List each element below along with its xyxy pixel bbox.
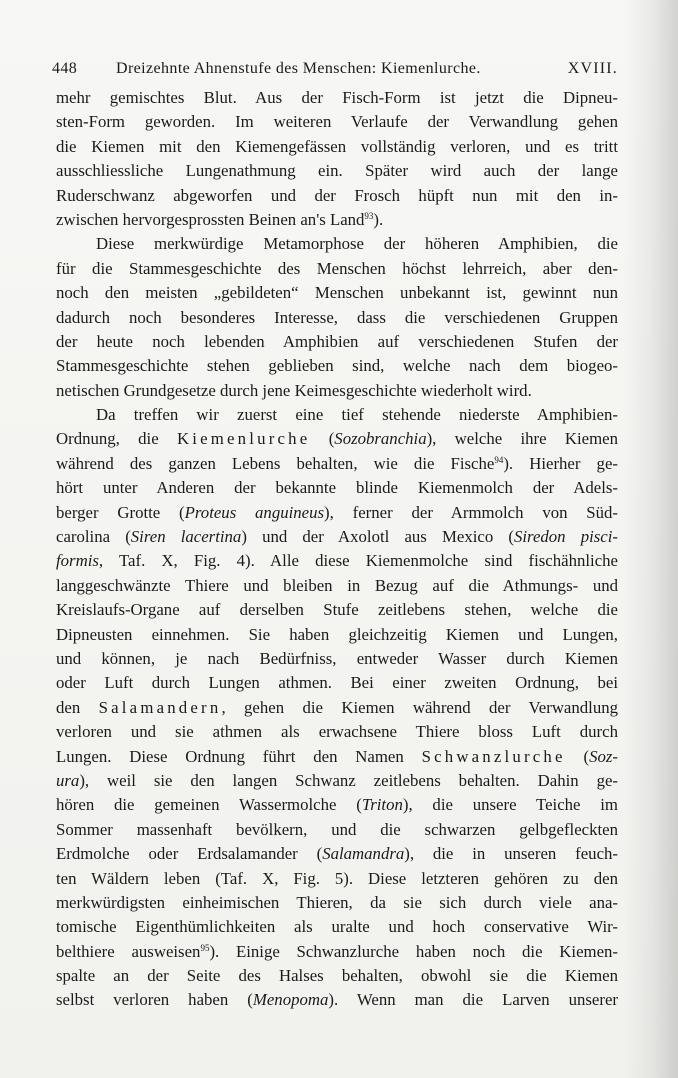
text-segment: belthiere ausweisen bbox=[56, 941, 201, 961]
running-header bbox=[52, 60, 618, 82]
taxon-name: Sozobranchia bbox=[334, 429, 427, 449]
taxon-name: Siredon pisci- bbox=[513, 527, 618, 547]
text-line bbox=[56, 988, 618, 1012]
text-line bbox=[56, 501, 618, 525]
taxon-name: Proteus anguineus bbox=[184, 502, 325, 522]
text-line bbox=[56, 769, 618, 793]
text-segment: , Taf. X, Fig. 4). Alle diese Kiemenmolche sind fischähnliche bbox=[98, 551, 618, 571]
text-line: Kreislaufs-Organe auf derselben Stufe zeitlebens stehen, welche die bbox=[56, 600, 618, 620]
spaced-term: Salamandern bbox=[98, 697, 222, 717]
text-line: für die Stammesgeschichte des Menschen höchst lehrreich, aber den- bbox=[56, 258, 618, 278]
text-segment: berger Grotte ( bbox=[56, 502, 185, 522]
text-line: Stammesgeschichte stehen geblieben sind, welche nach dem biogeo- bbox=[56, 356, 618, 376]
text-segment: während des ganzen Lebens behalten, wie die Fische bbox=[56, 453, 495, 473]
taxon-name: Soz- bbox=[589, 746, 618, 766]
text-line bbox=[56, 940, 618, 964]
text-line: verloren und sie athmen als erwachsene Thiere bloss Luft durch bbox=[56, 722, 618, 742]
text-line: tomische Eigenthümlichkeiten als uralte und hoch conservative Wir- bbox=[56, 917, 618, 937]
footnote-ref: 94 bbox=[494, 454, 504, 465]
text-segment: , gehen die Kiemen während der Verwandlung bbox=[221, 697, 618, 717]
spaced-term: Schwanzlurche bbox=[421, 746, 566, 766]
text-line: netischen Grundgesetze durch jene Keimesgeschichte wiederholt wird. bbox=[56, 380, 532, 400]
text-segment: ), ferner der Armmolch von Süd- bbox=[324, 502, 618, 522]
paragraph bbox=[56, 232, 618, 403]
text-line: ten Wäldern leben (Taf. X, Fig. 5). Diese letzteren gehören zu den bbox=[56, 868, 618, 888]
text-line: Diese merkwürdige Metamorphose der höheren Amphibien, die bbox=[96, 234, 618, 254]
text-line: merkwürdigsten einheimischen Thieren, da sie sich durch viele ana- bbox=[56, 892, 618, 912]
text-line: Dipneusten einnehmen. Sie haben gleichzeitig Kiemen und Lungen, bbox=[56, 624, 618, 644]
text-segment: Ordnung, die bbox=[56, 429, 177, 449]
text-line: die Kiemen mit den Kiemengefässen vollständig verloren, und es tritt bbox=[56, 136, 618, 156]
text-line bbox=[56, 793, 618, 817]
text-segment: ( bbox=[310, 429, 335, 449]
text-line bbox=[56, 452, 618, 476]
running-title: Dreizehnte Ahnenstufe des Menschen: Kiemenlurche. bbox=[116, 60, 481, 77]
footnote-ref: 95 bbox=[200, 942, 210, 953]
text-segment: ). Wenn man die Larven unserer bbox=[328, 990, 618, 1010]
paragraph bbox=[56, 86, 618, 232]
text-line: der heute noch lebenden Amphibien auf verschiedenen Stufen der bbox=[56, 331, 618, 351]
text-segment: den bbox=[56, 697, 99, 717]
body-text bbox=[56, 86, 618, 1013]
text-line bbox=[56, 525, 618, 549]
text-line: mehr gemischtes Blut. Aus der Fisch-Form ist jetzt die Dipneu- bbox=[56, 88, 618, 107]
taxon-name: Menopoma bbox=[252, 990, 329, 1010]
text-line: oder Luft durch Lungen athmen. Bei einer zweiten Ordnung, bei bbox=[56, 673, 618, 693]
text-line bbox=[56, 549, 618, 573]
text-segment: ), die in unseren feuch- bbox=[404, 844, 618, 864]
text-segment: ) und der Axolotl aus Mexico ( bbox=[241, 527, 514, 547]
text-line: und können, je nach Bedürfniss, entweder Wasser durch Kiemen bbox=[56, 648, 618, 668]
text-segment: ), die unsere Teiche im bbox=[402, 795, 618, 815]
text-line bbox=[56, 842, 618, 866]
text-line: langgeschwänzte Thiere und bleiben in Bezug auf die Athmungs- und bbox=[56, 575, 618, 595]
text-segment: carolina ( bbox=[56, 527, 131, 547]
text-segment: hören die gemeinen Wassermolche ( bbox=[56, 795, 362, 815]
text-line: Sommer massenhaft bevölkern, und die schwarzen gelbgefleckten bbox=[56, 819, 618, 839]
taxon-name: Salamandra bbox=[322, 844, 405, 864]
text-segment: ( bbox=[565, 746, 590, 766]
spaced-term: Kiemenlurche bbox=[176, 429, 311, 449]
taxon-name: ura bbox=[56, 770, 80, 790]
text-segment: selbst verloren haben ( bbox=[56, 990, 253, 1010]
chapter-numeral: XVIII. bbox=[567, 60, 618, 77]
page-number: 448 bbox=[52, 60, 78, 77]
text-segment: zwischen hervorgesprossten Beinen an's Land bbox=[56, 209, 365, 229]
text-segment: ). Einige Schwanzlurche haben noch die Kiemen- bbox=[209, 941, 618, 961]
text-segment: ), welche ihre Kiemen bbox=[426, 429, 618, 449]
text-segment: ). bbox=[373, 209, 384, 229]
text-line bbox=[56, 427, 618, 451]
taxon-name: Siren lacertina bbox=[130, 527, 242, 547]
footnote-ref: 93 bbox=[364, 210, 374, 221]
text-segment: ), weil sie den langen Schwanz zeitlebens behalten. Dahin ge- bbox=[79, 770, 618, 790]
text-line: spalte an der Seite des Halses behalten, obwohl sie die Kiemen bbox=[56, 966, 618, 986]
text-line: Ruderschwanz abgeworfen und der Frosch hüpft nun mit den in- bbox=[56, 185, 618, 205]
text-line: ausschliessliche Lungenathmung ein. Später wird auch der lange bbox=[56, 161, 618, 181]
text-line: dadurch noch besonderes Interesse, dass die verschiedenen Gruppen bbox=[56, 307, 618, 327]
paragraph bbox=[56, 403, 618, 1013]
taxon-name: formis bbox=[56, 551, 99, 571]
text-line bbox=[56, 745, 618, 769]
text-line: noch den meisten „gebildeten“ Menschen unbekannt ist, gewinnt nun bbox=[56, 283, 618, 303]
text-segment: Erdmolche oder Erdsalamander ( bbox=[56, 844, 323, 864]
text-line: sten-Form geworden. Im weiteren Verlaufe der Verwandlung gehen bbox=[56, 112, 618, 132]
text-segment: Lungen. Diese Ordnung führt den Namen bbox=[56, 746, 422, 766]
text-line: hört unter Anderen der bekannte blinde Kiemenmolch der Adels- bbox=[56, 478, 618, 498]
text-segment: ). Hierher ge- bbox=[503, 453, 618, 473]
text-line: Da treffen wir zuerst eine tief stehende niederste Amphibien- bbox=[96, 405, 618, 425]
taxon-name: Triton bbox=[361, 795, 403, 815]
text-line bbox=[56, 696, 618, 720]
text-line bbox=[56, 208, 618, 232]
